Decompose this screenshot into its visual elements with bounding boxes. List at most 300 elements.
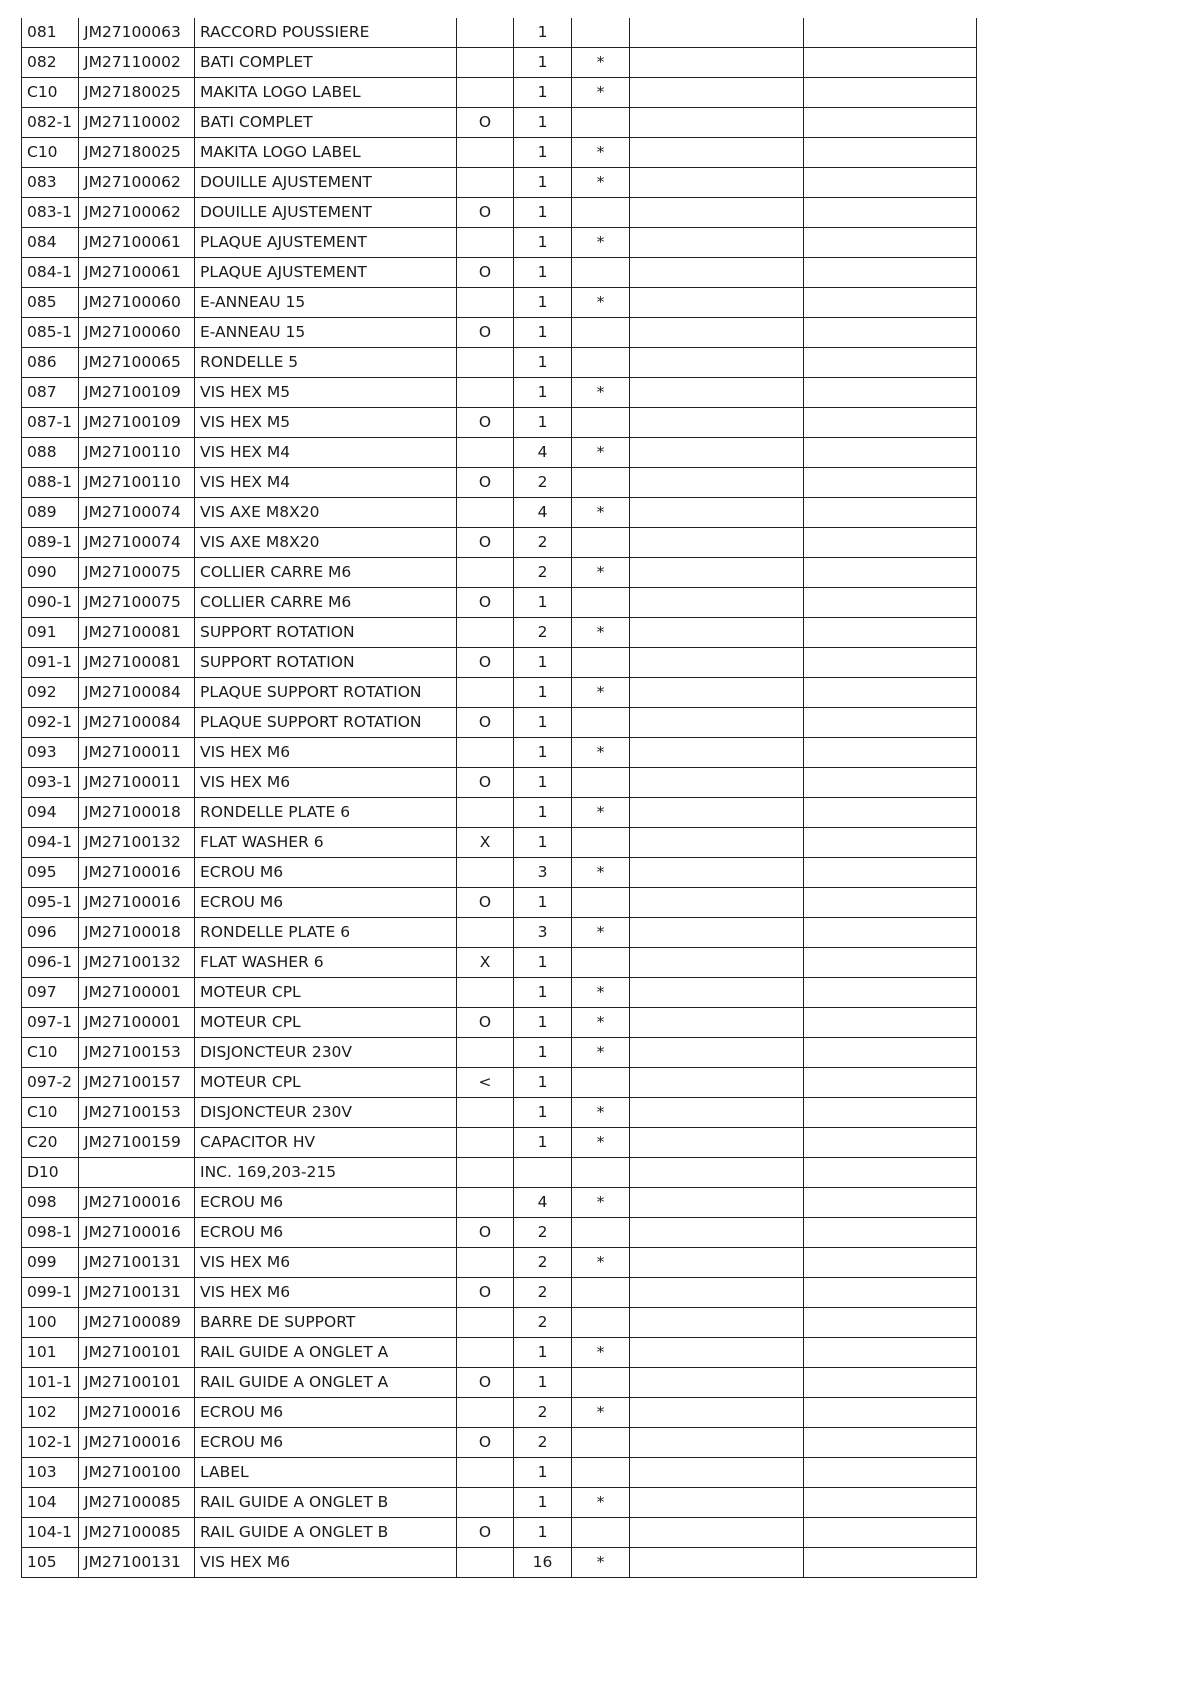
part-remark-cell [804,1248,977,1278]
part-mark-cell [572,198,630,228]
part-mark-cell [572,18,630,48]
part-quantity-cell: 1 [514,198,572,228]
part-remark-cell [804,1158,977,1188]
part-code-cell: JM27100016 [79,1428,195,1458]
part-note-cell [630,1098,804,1128]
part-mark-cell: * [572,1128,630,1158]
part-remark-cell [804,1008,977,1038]
table-row [22,828,977,858]
part-note-cell [630,498,804,528]
table-row [22,1428,977,1458]
part-flag-cell [457,918,514,948]
part-flag-cell [457,1458,514,1488]
table-row [22,438,977,468]
part-remark-cell [804,738,977,768]
part-quantity-cell: 1 [514,588,572,618]
part-code-cell: JM27100074 [79,498,195,528]
part-code-cell: JM27100081 [79,648,195,678]
part-flag-cell: < [457,1068,514,1098]
part-flag-cell [457,1338,514,1368]
part-quantity-cell: 2 [514,468,572,498]
part-quantity-cell: 3 [514,918,572,948]
table-row [22,1458,977,1488]
table-row [22,168,977,198]
part-remark-cell [804,948,977,978]
part-code-cell: JM27100061 [79,228,195,258]
part-ref-cell: C20 [22,1128,79,1158]
part-flag-cell: O [457,1518,514,1548]
part-flag-cell: O [457,198,514,228]
part-ref-cell: 104-1 [22,1518,79,1548]
part-description-cell: VIS HEX M5 [195,378,457,408]
part-code-cell: JM27100075 [79,588,195,618]
part-flag-cell [457,1308,514,1338]
part-code-cell: JM27100153 [79,1098,195,1128]
part-ref-cell: 084 [22,228,79,258]
part-description-cell: VIS HEX M6 [195,1548,457,1578]
part-mark-cell [572,408,630,438]
part-description-cell: INC. 169,203-215 [195,1158,457,1188]
part-code-cell: JM27100109 [79,408,195,438]
part-flag-cell [457,1398,514,1428]
table-row [22,48,977,78]
part-ref-cell: 097-2 [22,1068,79,1098]
part-mark-cell: * [572,1548,630,1578]
part-ref-cell: 087 [22,378,79,408]
part-ref-cell: 096 [22,918,79,948]
part-quantity-cell: 1 [514,18,572,48]
part-flag-cell [457,678,514,708]
part-ref-cell: 105 [22,1548,79,1578]
part-note-cell [630,978,804,1008]
table-row [22,228,977,258]
part-description-cell: VIS HEX M6 [195,768,457,798]
part-flag-cell: O [457,1218,514,1248]
part-code-cell: JM27100001 [79,1008,195,1038]
table-row [22,1038,977,1068]
part-ref-cell: 102 [22,1398,79,1428]
part-ref-cell: 092 [22,678,79,708]
part-quantity-cell: 1 [514,168,572,198]
part-mark-cell: * [572,918,630,948]
table-row [22,348,977,378]
part-mark-cell: * [572,678,630,708]
part-code-cell: JM27100060 [79,288,195,318]
part-flag-cell: O [457,1278,514,1308]
part-description-cell: RONDELLE PLATE 6 [195,918,457,948]
part-remark-cell [804,1338,977,1368]
part-code-cell: JM27100016 [79,888,195,918]
part-note-cell [630,678,804,708]
part-code-cell: JM27100001 [79,978,195,1008]
part-note-cell [630,1278,804,1308]
table-row [22,1068,977,1098]
part-note-cell [630,1398,804,1428]
part-ref-cell: 091-1 [22,648,79,678]
part-code-cell: JM27100101 [79,1368,195,1398]
part-ref-cell: 090 [22,558,79,588]
part-quantity-cell: 4 [514,438,572,468]
part-quantity-cell: 1 [514,288,572,318]
part-description-cell: ECROU M6 [195,858,457,888]
table-row [22,768,977,798]
part-flag-cell [457,1548,514,1578]
part-description-cell: LABEL [195,1458,457,1488]
part-description-cell: VIS AXE M8X20 [195,528,457,558]
part-note-cell [630,708,804,738]
part-mark-cell [572,948,630,978]
part-flag-cell: O [457,468,514,498]
part-code-cell: JM27100016 [79,1398,195,1428]
part-description-cell: FLAT WASHER 6 [195,828,457,858]
part-remark-cell [804,918,977,948]
part-flag-cell [457,378,514,408]
part-note-cell [630,288,804,318]
part-note-cell [630,1518,804,1548]
part-flag-cell [457,78,514,108]
part-ref-cell: 083-1 [22,198,79,228]
part-code-cell: JM27100101 [79,1338,195,1368]
part-quantity-cell: 1 [514,138,572,168]
part-description-cell: VIS HEX M6 [195,1278,457,1308]
part-code-cell: JM27100110 [79,438,195,468]
part-flag-cell [457,558,514,588]
part-ref-cell: C10 [22,1038,79,1068]
parts-list-sheet [21,18,977,1578]
part-quantity-cell: 1 [514,408,572,438]
part-remark-cell [804,108,977,138]
table-row [22,1188,977,1218]
part-description-cell: VIS HEX M4 [195,438,457,468]
table-row [22,1548,977,1578]
part-ref-cell: 098-1 [22,1218,79,1248]
part-ref-cell: 088 [22,438,79,468]
part-description-cell: DOUILLE AJUSTEMENT [195,198,457,228]
part-ref-cell: 102-1 [22,1428,79,1458]
part-flag-cell: O [457,708,514,738]
part-code-cell: JM27110002 [79,108,195,138]
part-mark-cell: * [572,1248,630,1278]
part-mark-cell: * [572,168,630,198]
part-remark-cell [804,78,977,108]
part-mark-cell [572,588,630,618]
part-ref-cell: 099-1 [22,1278,79,1308]
part-note-cell [630,1368,804,1398]
part-note-cell [630,948,804,978]
part-description-cell: RACCORD POUSSIERE [195,18,457,48]
part-mark-cell [572,1518,630,1548]
part-note-cell [630,1248,804,1278]
table-row [22,318,977,348]
part-description-cell: E-ANNEAU 15 [195,288,457,318]
part-code-cell: JM27100081 [79,618,195,648]
part-flag-cell: O [457,588,514,618]
part-code-cell: JM27100062 [79,198,195,228]
part-remark-cell [804,258,977,288]
part-description-cell: PLAQUE SUPPORT ROTATION [195,678,457,708]
part-remark-cell [804,1038,977,1068]
part-note-cell [630,1188,804,1218]
part-remark-cell [804,318,977,348]
table-row [22,288,977,318]
part-ref-cell: 090-1 [22,588,79,618]
part-code-cell: JM27100063 [79,18,195,48]
part-ref-cell: 082 [22,48,79,78]
part-mark-cell: * [572,138,630,168]
table-row [22,498,977,528]
part-quantity-cell: 1 [514,108,572,138]
part-quantity-cell: 3 [514,858,572,888]
part-flag-cell [457,228,514,258]
table-row [22,1398,977,1428]
part-remark-cell [804,618,977,648]
part-ref-cell: 101 [22,1338,79,1368]
part-ref-cell: 093-1 [22,768,79,798]
part-quantity-cell: 1 [514,228,572,258]
table-row [22,888,977,918]
part-quantity-cell: 16 [514,1548,572,1578]
part-note-cell [630,18,804,48]
part-note-cell [630,618,804,648]
part-note-cell [630,558,804,588]
part-remark-cell [804,678,977,708]
part-flag-cell [457,738,514,768]
part-ref-cell: 094 [22,798,79,828]
part-code-cell: JM27100157 [79,1068,195,1098]
part-code-cell: JM27100084 [79,678,195,708]
part-mark-cell: * [572,798,630,828]
part-flag-cell: O [457,108,514,138]
part-ref-cell: 101-1 [22,1368,79,1398]
part-quantity-cell: 1 [514,1338,572,1368]
part-quantity-cell: 1 [514,348,572,378]
part-note-cell [630,768,804,798]
part-quantity-cell: 1 [514,1368,572,1398]
part-mark-cell: * [572,288,630,318]
table-row [22,708,977,738]
part-remark-cell [804,708,977,738]
part-description-cell: RAIL GUIDE A ONGLET A [195,1368,457,1398]
part-ref-cell: 088-1 [22,468,79,498]
part-mark-cell: * [572,48,630,78]
parts-table-body [22,18,977,1578]
part-description-cell: E-ANNEAU 15 [195,318,457,348]
part-flag-cell [457,1248,514,1278]
part-description-cell: FLAT WASHER 6 [195,948,457,978]
part-code-cell: JM27110002 [79,48,195,78]
table-row [22,468,977,498]
part-flag-cell: O [457,528,514,558]
part-flag-cell: O [457,318,514,348]
part-code-cell: JM27180025 [79,138,195,168]
part-remark-cell [804,1458,977,1488]
part-ref-cell: 100 [22,1308,79,1338]
part-mark-cell: * [572,1338,630,1368]
part-ref-cell: 085 [22,288,79,318]
part-ref-cell: 095 [22,858,79,888]
part-quantity-cell: 1 [514,708,572,738]
part-note-cell [630,888,804,918]
part-quantity-cell: 1 [514,978,572,1008]
part-flag-cell [457,48,514,78]
part-note-cell [630,138,804,168]
part-mark-cell: * [572,78,630,108]
part-quantity-cell: 1 [514,1068,572,1098]
part-note-cell [630,78,804,108]
part-description-cell: RAIL GUIDE A ONGLET B [195,1518,457,1548]
part-note-cell [630,438,804,468]
part-mark-cell [572,1218,630,1248]
part-code-cell: JM27100159 [79,1128,195,1158]
part-ref-cell: 095-1 [22,888,79,918]
part-mark-cell: * [572,1398,630,1428]
part-ref-cell: 081 [22,18,79,48]
table-row [22,378,977,408]
part-code-cell: JM27100011 [79,768,195,798]
part-description-cell: ECROU M6 [195,1188,457,1218]
part-code-cell: JM27100065 [79,348,195,378]
part-note-cell [630,1458,804,1488]
part-quantity-cell: 1 [514,48,572,78]
table-row [22,258,977,288]
part-note-cell [630,648,804,678]
part-quantity-cell: 1 [514,1038,572,1068]
part-mark-cell [572,108,630,138]
part-quantity-cell: 4 [514,1188,572,1218]
part-code-cell: JM27100016 [79,1188,195,1218]
part-mark-cell: * [572,858,630,888]
part-mark-cell [572,828,630,858]
part-note-cell [630,468,804,498]
part-note-cell [630,1008,804,1038]
table-row [22,108,977,138]
part-remark-cell [804,1068,977,1098]
part-note-cell [630,108,804,138]
part-note-cell [630,588,804,618]
part-code-cell: JM27100016 [79,858,195,888]
part-flag-cell [457,168,514,198]
part-remark-cell [804,588,977,618]
part-flag-cell: O [457,1008,514,1038]
part-quantity-cell: 1 [514,678,572,708]
part-code-cell: JM27100075 [79,558,195,588]
part-note-cell [630,738,804,768]
part-ref-cell: 086 [22,348,79,378]
table-row [22,1518,977,1548]
part-mark-cell [572,888,630,918]
table-row [22,588,977,618]
part-code-cell: JM27100132 [79,948,195,978]
table-row [22,978,977,1008]
part-remark-cell [804,1098,977,1128]
part-remark-cell [804,48,977,78]
part-flag-cell [457,798,514,828]
part-description-cell: BATI COMPLET [195,48,457,78]
part-note-cell [630,1068,804,1098]
part-flag-cell: O [457,888,514,918]
part-remark-cell [804,228,977,258]
part-description-cell: MAKITA LOGO LABEL [195,78,457,108]
part-description-cell: SUPPORT ROTATION [195,618,457,648]
part-note-cell [630,1308,804,1338]
part-mark-cell [572,708,630,738]
part-quantity-cell: 1 [514,1008,572,1038]
part-code-cell: JM27100074 [79,528,195,558]
part-remark-cell [804,1488,977,1518]
part-note-cell [630,1128,804,1158]
part-quantity-cell: 1 [514,258,572,288]
part-code-cell: JM27100084 [79,708,195,738]
part-code-cell: JM27100016 [79,1218,195,1248]
part-mark-cell: * [572,1008,630,1038]
part-mark-cell [572,318,630,348]
part-quantity-cell: 1 [514,1098,572,1128]
part-note-cell [630,48,804,78]
part-note-cell [630,1158,804,1188]
part-ref-cell: 087-1 [22,408,79,438]
part-ref-cell: 089-1 [22,528,79,558]
part-note-cell [630,828,804,858]
part-quantity-cell: 1 [514,888,572,918]
table-row [22,408,977,438]
part-remark-cell [804,1368,977,1398]
part-note-cell [630,318,804,348]
part-ref-cell: 091 [22,618,79,648]
part-mark-cell [572,348,630,378]
part-quantity-cell: 2 [514,558,572,588]
part-mark-cell: * [572,1488,630,1518]
part-mark-cell [572,1158,630,1188]
part-mark-cell [572,1368,630,1398]
part-remark-cell [804,288,977,318]
part-description-cell: RAIL GUIDE A ONGLET A [195,1338,457,1368]
part-code-cell: JM27100085 [79,1488,195,1518]
part-description-cell: PLAQUE AJUSTEMENT [195,258,457,288]
part-flag-cell: X [457,948,514,978]
part-ref-cell: 097 [22,978,79,1008]
part-mark-cell: * [572,438,630,468]
part-quantity-cell: 2 [514,1398,572,1428]
part-description-cell: BARRE DE SUPPORT [195,1308,457,1338]
part-remark-cell [804,888,977,918]
part-description-cell: PLAQUE SUPPORT ROTATION [195,708,457,738]
part-code-cell: JM27100153 [79,1038,195,1068]
part-description-cell: PLAQUE AJUSTEMENT [195,228,457,258]
part-description-cell: BATI COMPLET [195,108,457,138]
part-quantity-cell: 1 [514,828,572,858]
table-row [22,918,977,948]
part-remark-cell [804,498,977,528]
part-note-cell [630,348,804,378]
table-row [22,138,977,168]
part-code-cell [79,1158,195,1188]
part-note-cell [630,1338,804,1368]
part-flag-cell [457,1188,514,1218]
part-ref-cell: 104 [22,1488,79,1518]
part-description-cell: VIS HEX M6 [195,738,457,768]
part-mark-cell: * [572,378,630,408]
part-description-cell: MAKITA LOGO LABEL [195,138,457,168]
part-remark-cell [804,798,977,828]
part-remark-cell [804,858,977,888]
part-note-cell [630,198,804,228]
part-quantity-cell: 2 [514,1308,572,1338]
part-flag-cell [457,138,514,168]
part-quantity-cell: 2 [514,1218,572,1248]
part-quantity-cell: 1 [514,378,572,408]
part-code-cell: JM27100109 [79,378,195,408]
table-row [22,798,977,828]
